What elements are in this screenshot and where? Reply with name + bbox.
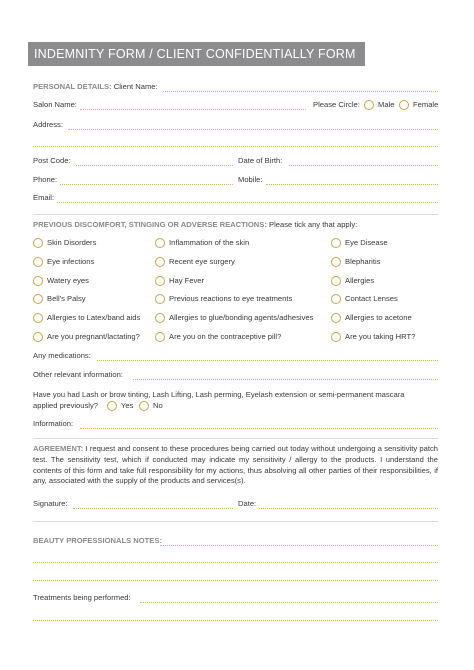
address-label: Address: [33, 120, 63, 129]
checkbox-eye-infections[interactable] [33, 257, 43, 267]
notes-field-1[interactable] [160, 545, 438, 546]
please-circle-label: Please Circle: [313, 100, 360, 109]
information-label: Information: [33, 419, 74, 428]
option-blepharitis: Blepharitis [345, 257, 381, 266]
option-eye-disease: Eye Disease [345, 238, 388, 247]
form-title: INDEMNITY FORM / CLIENT CONFIDENTIALLY FORM [34, 47, 356, 61]
male-label: Male [378, 100, 395, 109]
salon-name-label: Salon Name: [33, 100, 77, 109]
section-divider [33, 214, 438, 215]
checkbox-hay-fever[interactable] [155, 276, 165, 286]
agreement-paragraph [33, 444, 438, 487]
signature-label: Signature: [33, 499, 68, 508]
option-hrt: Are you taking HRT? [345, 332, 416, 341]
dob-field[interactable] [289, 165, 438, 166]
treatments-field-1[interactable] [140, 602, 438, 603]
reactions-instruction: Please tick any that apply: [269, 220, 358, 229]
reactions-line [33, 220, 357, 230]
checkbox-contact-lenses[interactable] [331, 294, 341, 304]
date-label: Date: [238, 499, 257, 508]
treatments-label: Treatments being performed: [33, 593, 131, 602]
checkbox-contraceptive[interactable] [155, 332, 165, 342]
checkbox-skin-disorders[interactable] [33, 238, 43, 248]
personal-details-heading: PERSONAL DETAILS: [33, 82, 112, 91]
salon-name-field[interactable] [80, 109, 306, 110]
option-acetone-allergy: Allergies to acetone [345, 313, 412, 322]
checkbox-acetone-allergy[interactable] [331, 313, 341, 323]
notes-field-3[interactable] [33, 580, 438, 581]
client-name-label: Client Name: [113, 82, 158, 91]
notes-field-2[interactable] [33, 562, 438, 563]
other-info-label: Other relevant information: [33, 370, 123, 379]
option-watery-eyes: Watery eyes [47, 276, 89, 285]
option-eye-infections: Eye infections [47, 257, 95, 266]
checkbox-eye-disease[interactable] [331, 238, 341, 248]
reactions-heading: PREVIOUS DISCOMFORT, STINGING OR ADVERSE REACTIONS: [33, 220, 267, 229]
email-label: Email: [33, 193, 55, 202]
option-skin-disorders: Skin Disorders [47, 238, 97, 247]
agreement-text: I request and consent to these procedures being carried out today without undergoing a sensitivity patch test. The sensitivity test, which if conducted may indicate my sensitivity / allergy to the products. I understand the contents of this form and take full responsibility for my actions, thus absolving all other parties of their responsibilities, if any, associated with the supply of the products and services(s). [33, 444, 438, 486]
form-title-banner [28, 42, 365, 66]
post-code-label: Post Code: [33, 156, 71, 165]
yes-label: Yes [121, 401, 134, 410]
previous-treatment-question: Have you had Lash or brow tinting, Lash Lifting, Lash perming, Eyelash extension or semi-permanent mascara [33, 390, 405, 399]
option-bells-palsy: Bell's Palsy [47, 294, 86, 303]
personal-details-line [33, 82, 158, 92]
phone-label: Phone: [33, 175, 58, 184]
option-pregnant: Are you pregnant/lactating? [47, 332, 140, 341]
previous-treatment-question-cont: applied previously? [33, 401, 99, 410]
other-info-field[interactable] [133, 379, 438, 380]
no-label: No [153, 401, 163, 410]
checkbox-watery-eyes[interactable] [33, 276, 43, 286]
option-hay-fever: Hay Fever [169, 276, 205, 285]
notes-heading: BEAUTY PROFESSIONALS NOTES: [33, 536, 162, 545]
mobile-field[interactable] [266, 184, 438, 185]
mobile-label: Mobile: [238, 175, 263, 184]
agreement-heading: AGREEMENT: [33, 444, 84, 453]
checkbox-hrt[interactable] [331, 332, 341, 342]
checkbox-blepharitis[interactable] [331, 257, 341, 267]
email-field[interactable] [57, 202, 438, 203]
address-field-1[interactable] [68, 129, 438, 130]
option-contraceptive: Are you on the contraceptive pill? [169, 332, 282, 341]
post-code-field[interactable] [76, 165, 233, 166]
checkbox-skin-inflammation[interactable] [155, 238, 165, 248]
option-allergies: Allergies [345, 276, 375, 285]
checkbox-allergies[interactable] [331, 276, 341, 286]
checkbox-eye-surgery[interactable] [155, 257, 165, 267]
section-divider [33, 521, 438, 522]
option-eye-surgery: Recent eye surgery [169, 257, 235, 266]
medications-label: Any medications: [33, 351, 91, 360]
option-skin-inflammation: Inflammation of the skin [169, 238, 250, 247]
no-radio[interactable] [139, 401, 149, 411]
address-field-2[interactable] [33, 146, 438, 147]
checkbox-pregnant[interactable] [33, 332, 43, 342]
male-radio[interactable] [364, 100, 374, 110]
checkbox-bells-palsy[interactable] [33, 294, 43, 304]
checkbox-glue-allergy[interactable] [155, 313, 165, 323]
female-radio[interactable] [399, 100, 409, 110]
phone-field[interactable] [60, 184, 233, 185]
checkbox-previous-reactions[interactable] [155, 294, 165, 304]
checkbox-latex-allergy[interactable] [33, 313, 43, 323]
option-latex-allergy: Allergies to Latex/band aids [47, 313, 141, 322]
treatments-field-2[interactable] [33, 620, 438, 621]
option-contact-lenses: Contact Lenses [345, 294, 398, 303]
signature-field[interactable] [73, 508, 233, 509]
option-glue-allergy: Allergies to glue/bonding agents/adhesives [169, 313, 314, 322]
option-previous-reactions: Previous reactions to eye treatments [169, 294, 293, 303]
information-field[interactable] [80, 428, 438, 429]
female-label: Female [413, 100, 439, 109]
section-divider [33, 438, 438, 439]
medications-field[interactable] [97, 360, 438, 361]
dob-label: Date of Birth: [238, 156, 283, 165]
client-name-field[interactable] [163, 91, 438, 92]
date-field[interactable] [259, 508, 438, 509]
yes-radio[interactable] [107, 401, 117, 411]
